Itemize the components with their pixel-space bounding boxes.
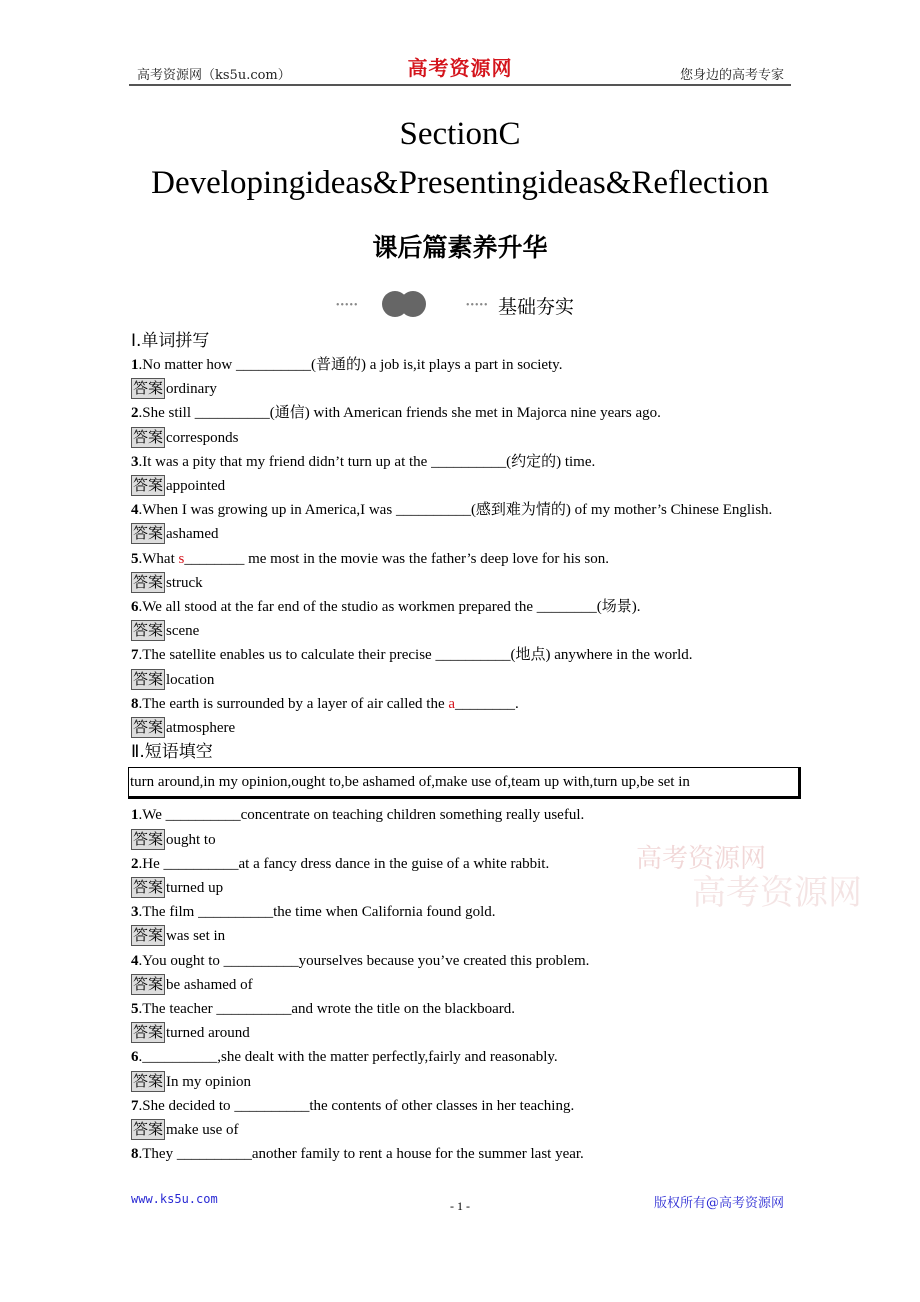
question-number: 3: [131, 453, 139, 470]
header-slogan: 您身边的高考专家: [679, 68, 784, 83]
question-text: yourselves because you’ve created this problem.: [298, 952, 590, 969]
question-text: .We: [138, 807, 166, 824]
question-text: .The satellite enables us to calculate their precise: [138, 647, 436, 664]
answer-blank: __________: [235, 357, 311, 373]
answer-label: 答案: [133, 878, 164, 897]
question-text: .When I was growing up in America,I was: [138, 502, 396, 519]
answer-row: [131, 426, 791, 450]
header-divider: [129, 84, 791, 86]
answer-label: 答案: [133, 669, 164, 688]
question-text: another family to rent a house for the summer last year.: [251, 1146, 584, 1163]
question-text: .No matter how: [138, 357, 236, 373]
answer-blank: __________: [194, 405, 270, 422]
answer-blank: __________: [395, 502, 471, 519]
answer-blank: __________: [163, 855, 239, 872]
question-text: the time when California found gold.: [273, 904, 496, 921]
answer-row: [131, 619, 791, 643]
answer-blank: __________: [142, 1049, 218, 1066]
answer-label: 答案: [133, 829, 164, 848]
answer-blank: __________: [223, 952, 299, 969]
answer-text: appointed: [166, 478, 226, 495]
question: [131, 401, 791, 425]
answer-blank: ________: [455, 695, 516, 712]
question: [131, 1045, 791, 1069]
question-text: .She still: [138, 405, 195, 422]
answer-blank: __________: [198, 904, 274, 921]
letter-hint: a: [448, 695, 456, 712]
answer-text: corresponds: [166, 429, 239, 446]
answer-blank: ________: [536, 599, 597, 616]
section-heading: Ⅱ.短语填空: [131, 742, 213, 763]
answer-label: 答案: [133, 1071, 164, 1090]
question-number: 2: [131, 855, 139, 872]
section-banner: [336, 286, 596, 320]
question: [131, 803, 791, 827]
question-text: at a fancy dress dance in the guise of a white rabbit.: [238, 855, 550, 872]
answer-row: [131, 474, 791, 498]
question: [131, 547, 791, 571]
answer-text: make use of: [166, 1122, 239, 1139]
answer-text: was set in: [166, 928, 226, 945]
answer-label: 答案: [133, 524, 164, 543]
answer-blank: __________: [431, 453, 507, 470]
banner-label: 基础夯实: [498, 296, 575, 318]
answer-label: 答案: [133, 572, 164, 591]
answer-text: ashamed: [166, 526, 219, 543]
question: [131, 353, 791, 377]
question-text: .The earth is surrounded by a layer of air called the: [138, 695, 449, 712]
question: [131, 692, 791, 716]
answer-text: atmosphere: [166, 720, 236, 737]
header-site-name: 高考资源网（ks5u.com）: [137, 68, 291, 83]
answer-label: 答案: [133, 718, 164, 737]
footer-url[interactable]: www.ks5u.com: [131, 1192, 218, 1206]
question: [131, 1094, 791, 1118]
answer-row: [131, 571, 791, 595]
question: [131, 595, 791, 619]
answer-blank: __________: [176, 1146, 252, 1163]
question-text: (场景).: [596, 599, 641, 616]
banner-dots: •••••: [336, 300, 359, 311]
question-number: 5: [131, 1001, 139, 1018]
question-text: (感到难为情的) of my mother’s Chinese English.: [470, 502, 773, 519]
question-number: 4: [131, 952, 139, 969]
question-number: 4: [131, 502, 139, 519]
answer-label: 答案: [133, 1120, 164, 1139]
answer-label: 答案: [133, 621, 164, 640]
question-text: .They: [138, 1146, 177, 1163]
answer-row: [131, 973, 791, 997]
answer-blank: __________: [435, 647, 511, 664]
question: [131, 1142, 791, 1166]
answer-row: [131, 1070, 791, 1094]
question-number: 6: [131, 599, 139, 616]
question-number: 5: [131, 550, 139, 567]
title-section: SectionC: [399, 116, 521, 152]
title-subtitle: 课后篇素养升华: [372, 233, 548, 262]
exercise-content: [131, 329, 791, 1167]
section-heading: Ⅰ.单词拼写: [131, 331, 210, 351]
question: [131, 949, 791, 973]
question-text: (约定的) time.: [506, 453, 596, 470]
title-topic: Developingideas&Presentingideas&Reflection: [151, 165, 769, 201]
answer-row: [131, 668, 791, 692]
question-text: (地点) anywhere in the world.: [510, 647, 693, 664]
question-number: 8: [131, 695, 139, 712]
question-text: .: [138, 1049, 143, 1066]
answer-label: 答案: [133, 926, 164, 945]
question: [131, 450, 791, 474]
word-spelling-list: [131, 353, 791, 740]
question-number: 6: [131, 1049, 139, 1066]
question-number: 3: [131, 904, 139, 921]
question-text: the contents of other classes in her teaching.: [309, 1097, 575, 1114]
answer-label: 答案: [133, 974, 164, 993]
question-number: 1: [131, 357, 139, 373]
question-text: .We all stood at the far end of the studio as workmen prepared the: [138, 599, 537, 616]
answer-text: struck: [166, 574, 203, 591]
footer-copyright: 版权所有@高考资源网: [653, 1196, 784, 1211]
question-number: 7: [131, 647, 139, 664]
question-text: .It was a pity that my friend didn’t turn up at the: [138, 453, 432, 470]
banner-dots: •••••: [466, 300, 489, 311]
question-number: 1: [131, 807, 139, 824]
question-text: .What: [138, 550, 179, 567]
question-text: and wrote the title on the blackboard.: [291, 1001, 516, 1018]
question-text: .The teacher: [138, 1001, 217, 1018]
question-number: 7: [131, 1097, 139, 1114]
answer-text: be ashamed of: [166, 976, 253, 993]
question-text: (普通的) a job is,it plays a part in society.: [310, 357, 563, 373]
answer-text: ought to: [166, 831, 216, 848]
question-number: 2: [131, 405, 139, 422]
question: [131, 997, 791, 1021]
answer-row: [131, 924, 791, 948]
letter-hint: s: [178, 550, 185, 567]
answer-blank: __________: [234, 1097, 310, 1114]
answer-blank: ________: [184, 550, 245, 567]
page-number: - 1 -: [450, 1199, 470, 1213]
answer-text: turned up: [166, 880, 224, 897]
answer-text: location: [166, 671, 215, 688]
question-text: .You ought to: [138, 952, 224, 969]
answer-text: scene: [166, 623, 200, 640]
answer-label: 答案: [133, 379, 164, 398]
answer-text: In my opinion: [166, 1073, 252, 1090]
question-text: ,she dealt with the matter perfectly,fairly and reasonably.: [217, 1049, 558, 1066]
answer-row: [131, 716, 791, 740]
answer-label: 答案: [133, 476, 164, 495]
question-text: (通信) with American friends she met in Majorca nine years ago.: [269, 405, 661, 422]
answer-row: [131, 522, 791, 546]
question: [131, 498, 791, 522]
answer-blank: __________: [165, 807, 241, 824]
question-text: concentrate on teaching children something really useful.: [240, 807, 585, 824]
answer-label: 答案: [133, 427, 164, 446]
watermark-line: 高考资源网: [636, 844, 767, 874]
question-text: me most in the movie was the father’s deep love for his son.: [244, 550, 609, 567]
question-text: .The film: [138, 904, 199, 921]
watermark: [636, 842, 862, 913]
answer-text: turned around: [166, 1025, 250, 1042]
answer-blank: __________: [216, 1001, 292, 1018]
question-number: 8: [131, 1146, 139, 1163]
answer-row: [131, 377, 791, 401]
answer-row: [131, 1021, 791, 1045]
question-text: .She decided to: [138, 1097, 235, 1114]
answer-text: ordinary: [166, 381, 217, 398]
header-logo: 高考资源网: [407, 56, 513, 80]
phrase-bank: turn around,in my opinion,ought to,be ashamed of,make use of,team up with,turn up,be set in: [128, 767, 801, 799]
circle-icon: [400, 291, 426, 317]
question: [131, 643, 791, 667]
answer-label: 答案: [133, 1023, 164, 1042]
question-text: .: [515, 695, 519, 712]
question-text: .He: [138, 855, 164, 872]
answer-row: [131, 1118, 791, 1142]
watermark-line: 高考资源网: [692, 873, 862, 913]
